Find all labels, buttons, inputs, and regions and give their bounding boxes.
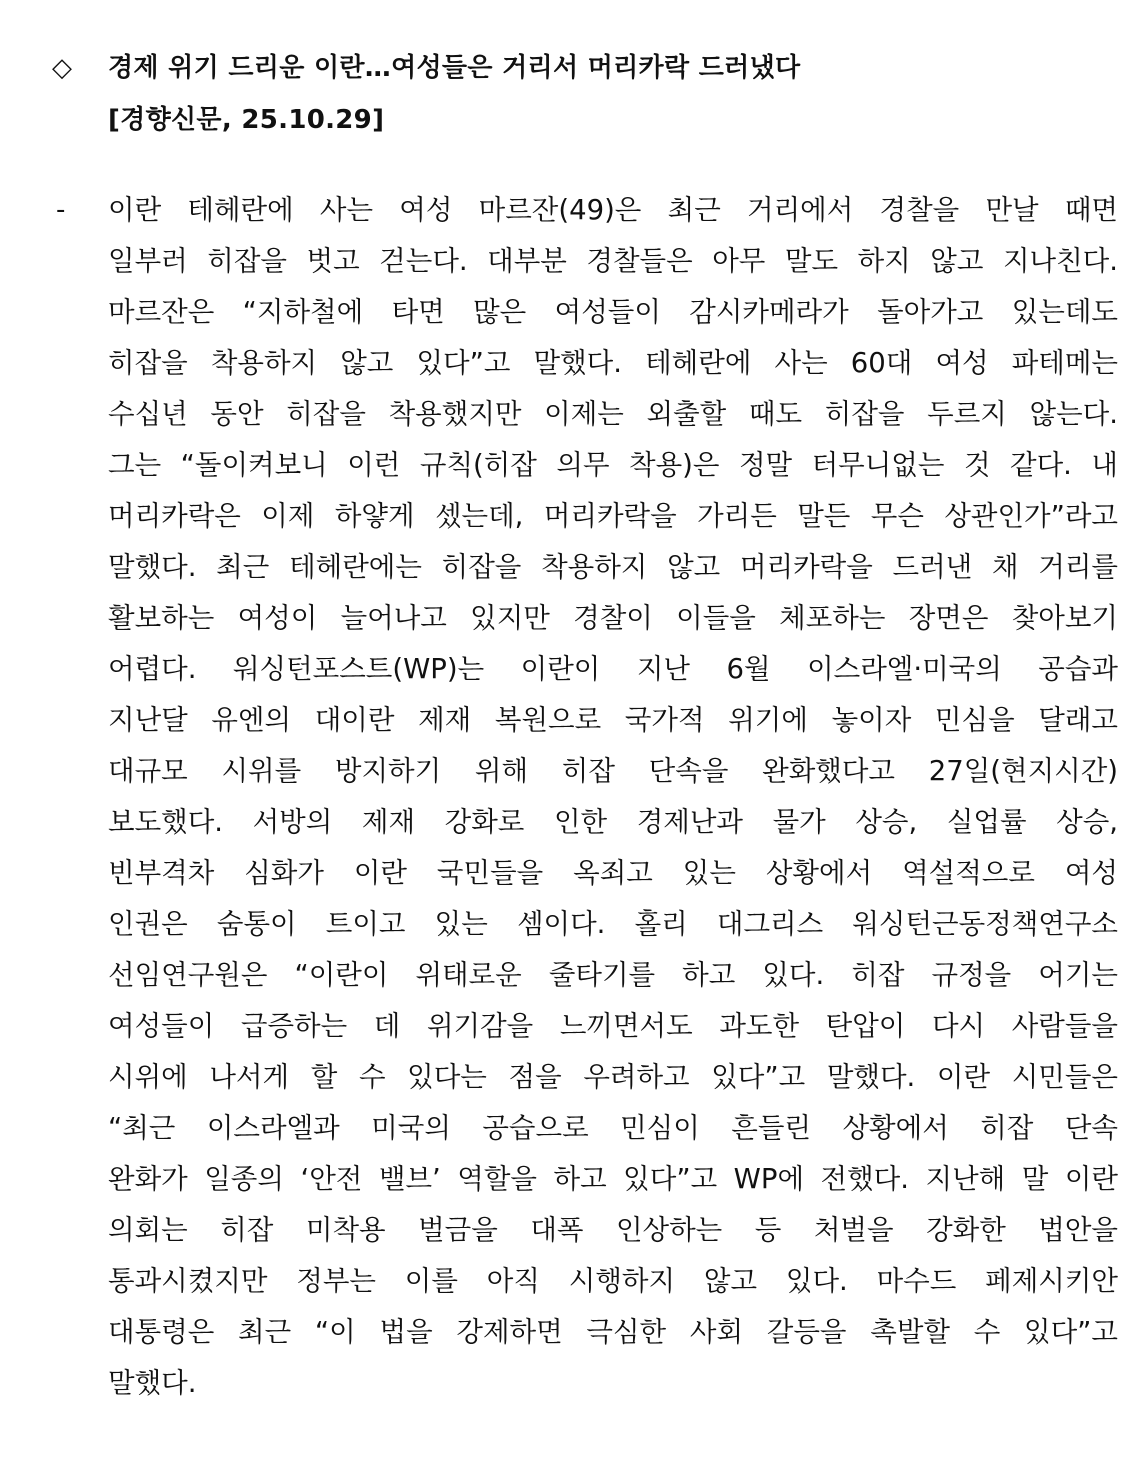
article-source: [경향신문, 25.10.29] — [108, 105, 385, 135]
paragraph-line: 완화가 일종의 ‘안전 밸브’ 역할을 하고 있다”고 WP에 전했다. 지난해 말 이란 — [108, 1163, 1118, 1195]
paragraph-line: 인권은 숨통이 트이고 있는 셈이다. 홀리 대그리스 워싱턴근동정책연구소 — [108, 908, 1118, 940]
paragraph-line: 대규모 시위를 방지하기 위해 히잡 단속을 완화했다고 27일(현지시간) — [108, 755, 1118, 787]
paragraph-line: 어렵다. 워싱턴포스트(WP)는 이란이 지난 6월 이스라엘·미국의 공습과 — [108, 653, 1118, 685]
paragraph-line: 대통령은 최근 “이 법을 강제하면 극심한 사회 갈등을 촉발할 수 있다”고 — [108, 1316, 1118, 1348]
article-title: 경제 위기 드리운 이란…여성들은 거리서 머리카락 드러냈다 — [108, 53, 801, 83]
dash-bullet-icon: - — [56, 195, 66, 225]
paragraph-line: 이란 테헤란에 사는 여성 마르잔(49)은 최근 거리에서 경찰을 만날 때면 — [108, 194, 1118, 226]
paragraph-line: 그는 “돌이켜보니 이런 규칙(히잡 의무 착용)은 정말 터무니없는 것 같다. 내 — [108, 449, 1118, 481]
paragraph-line: 히잡을 착용하지 않고 있다”고 말했다. 테헤란에 사는 60대 여성 파테메는 — [108, 347, 1118, 379]
paragraph-line: 보도했다. 서방의 제재 강화로 인한 경제난과 물가 상승, 실업률 상승, — [108, 806, 1118, 838]
paragraph-line: 선임연구원은 “이란이 위태로운 줄타기를 하고 있다. 히잡 규정을 어기는 — [108, 959, 1118, 991]
paragraph-line: 여성들이 급증하는 데 위기감을 느끼면서도 과도한 탄압이 다시 사람들을 — [108, 1010, 1118, 1042]
paragraph-line: 활보하는 여성이 늘어나고 있지만 경찰이 이들을 체포하는 장면은 찾아보기 — [108, 602, 1118, 634]
paragraph-line: “최근 이스라엘과 미국의 공습으로 민심이 흔들린 상황에서 히잡 단속 — [108, 1112, 1118, 1144]
paragraph-line: 마르잔은 “지하철에 타면 많은 여성들이 감시카메라가 돌아가고 있는데도 — [108, 296, 1118, 328]
paragraph-line: 말했다. — [108, 1367, 197, 1399]
paragraph-line: 지난달 유엔의 대이란 제재 복원으로 국가적 위기에 놓이자 민심을 달래고 — [108, 704, 1118, 736]
paragraph-line: 시위에 나서게 할 수 있다는 점을 우려하고 있다”고 말했다. 이란 시민들은 — [108, 1061, 1118, 1093]
paragraph-line: 빈부격차 심화가 이란 국민들을 옥죄고 있는 상황에서 역설적으로 여성 — [108, 857, 1118, 889]
article-paragraph — [108, 190, 1118, 1414]
paragraph-line: 통과시켰지만 정부는 이를 아직 시행하지 않고 있다. 마수드 페제시키안 — [108, 1265, 1118, 1297]
diamond-bullet-icon: ◇ — [52, 53, 72, 83]
paragraph-line: 일부러 히잡을 벗고 걷는다. 대부분 경찰들은 아무 말도 하지 않고 지나친다. — [108, 245, 1118, 277]
paragraph-line: 머리카락은 이제 하얗게 셌는데, 머리카락을 가리든 말든 무슨 상관인가”라고 — [108, 500, 1118, 532]
paragraph-line: 의회는 히잡 미착용 벌금을 대폭 인상하는 등 처벌을 강화한 법안을 — [108, 1214, 1118, 1246]
paragraph-line: 말했다. 최근 테헤란에는 히잡을 착용하지 않고 머리카락을 드러낸 채 거리를 — [108, 551, 1118, 583]
paragraph-line: 수십년 동안 히잡을 착용했지만 이제는 외출할 때도 히잡을 두르지 않는다. — [108, 398, 1118, 430]
